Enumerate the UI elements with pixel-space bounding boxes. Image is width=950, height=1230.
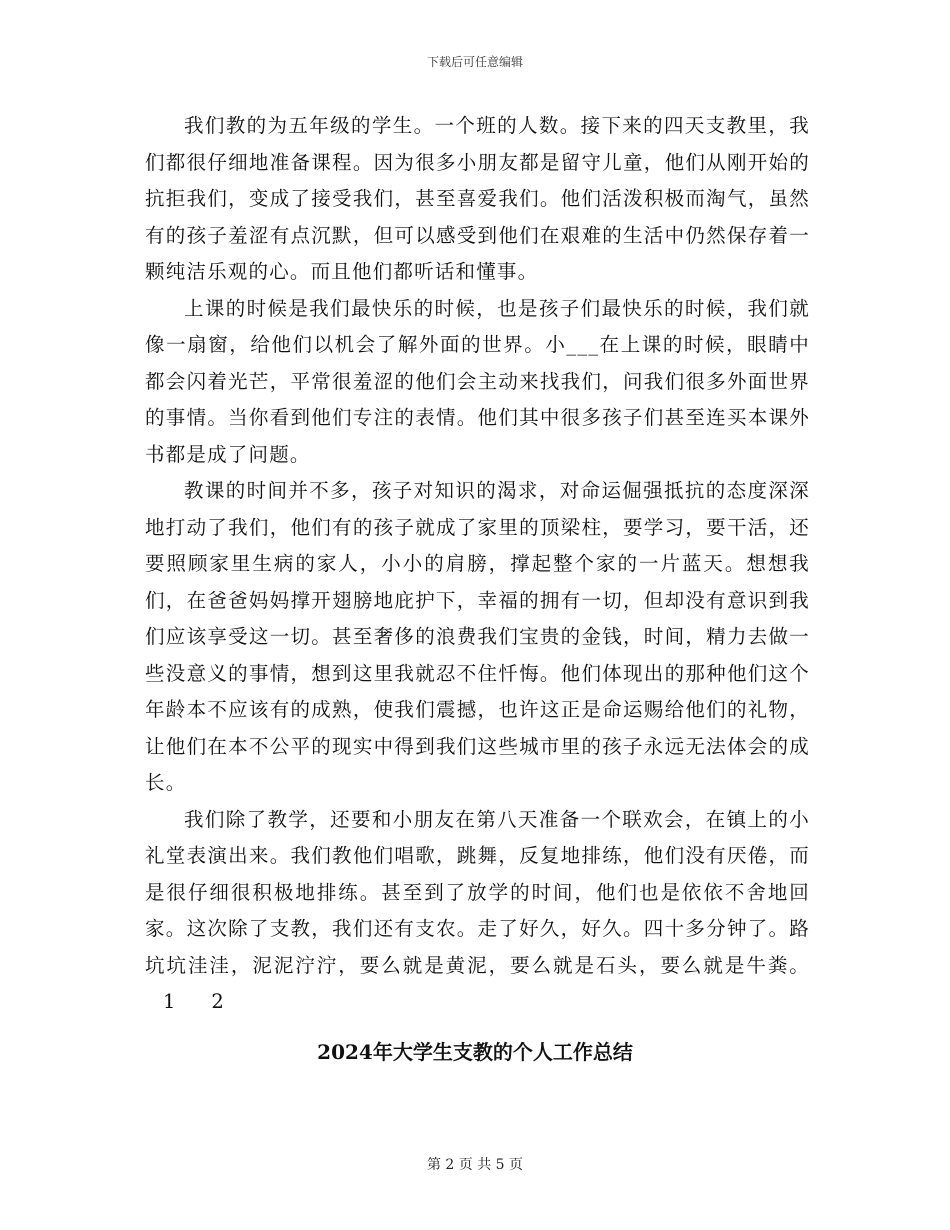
page-footer: 第 2 页 共 5 页 — [426, 1157, 524, 1173]
paragraph: 我们教的为五年级的学生。一个班的人数。接下来的四天支教里，我们都很仔细地准备课程。因为很多小朋友都是留守儿童，他们从刚开始的抗拒我们，变成了接受我们，甚至喜爱我们。他们活泼积极而淘气，虽然有的孩子羞涩有点沉默，但可以感受到他们在艰难的生活中仍然保存着一颗纯洁乐观的心。而且他们都听话和懂事。 — [145, 114, 810, 283]
paragraph-last — [145, 802, 810, 1021]
paragraph-text: 我们除了教学，还要和小朋友在第八天准备一个联欢会，在镇上的小礼堂表演出来。我们教他们唱歌，跳舞，反复地排练，他们没有厌倦，而是很仔细很积极地排练。甚至到了放学的时间，他们也是依依不舍地回家。这次除了支教，我们还有支农。走了好久，好久。四十多分钟了。路坑坑洼洼，泥泥泞泞，要么就是黄泥，要么就是石头，要么就是牛粪。 — [145, 807, 810, 977]
document-body — [145, 108, 810, 1021]
paragraph: 上课的时候是我们最快乐的时候，也是孩子们最快乐的时候，我们就像一扇窗，给他们以机会了解外面的世界。小___在上课的时候，眼睛中都会闪着光芒，平常很羞涩的他们会主动来找我们，问我们很多外面世界的事情。当你看到他们专注的表情。他们其中很多孩子们甚至连买本课外书都是成了问题。 — [145, 296, 810, 466]
page-mark: 2 — [211, 990, 224, 1013]
page-mark: 1 — [163, 990, 176, 1013]
paragraph: 教课的时间并不多，孩子对知识的渴求，对命运倔强抵抗的态度深深地打动了我们，他们有的孩子就成了家里的顶梁柱，要学习，要干活，还要照顾家里生病的家人，小小的肩膀，撑起整个家的一片蓝天。想想我们，在爸爸妈妈撑开翅膀地庇护下，幸福的拥有一切，但却没有意识到我们应该享受这一切。甚至奢侈的浪费我们宝贵的金钱，时间，精力去做一些没意义的事情，想到这里我就忍不住忏悔。他们体现出的那种他们这个年龄本不应该有的成熟，使我们震撼，也许这正是命运赐给他们的礼物，让他们在本不公平的现实中得到我们这些城市里的孩子永远无法体会的成长。 — [145, 479, 810, 794]
page-header-note: 下载后可任意编辑 — [426, 55, 523, 69]
document-title: 2024年大学生支教的个人工作总结 — [317, 1040, 633, 1064]
page-marks — [163, 990, 224, 1013]
